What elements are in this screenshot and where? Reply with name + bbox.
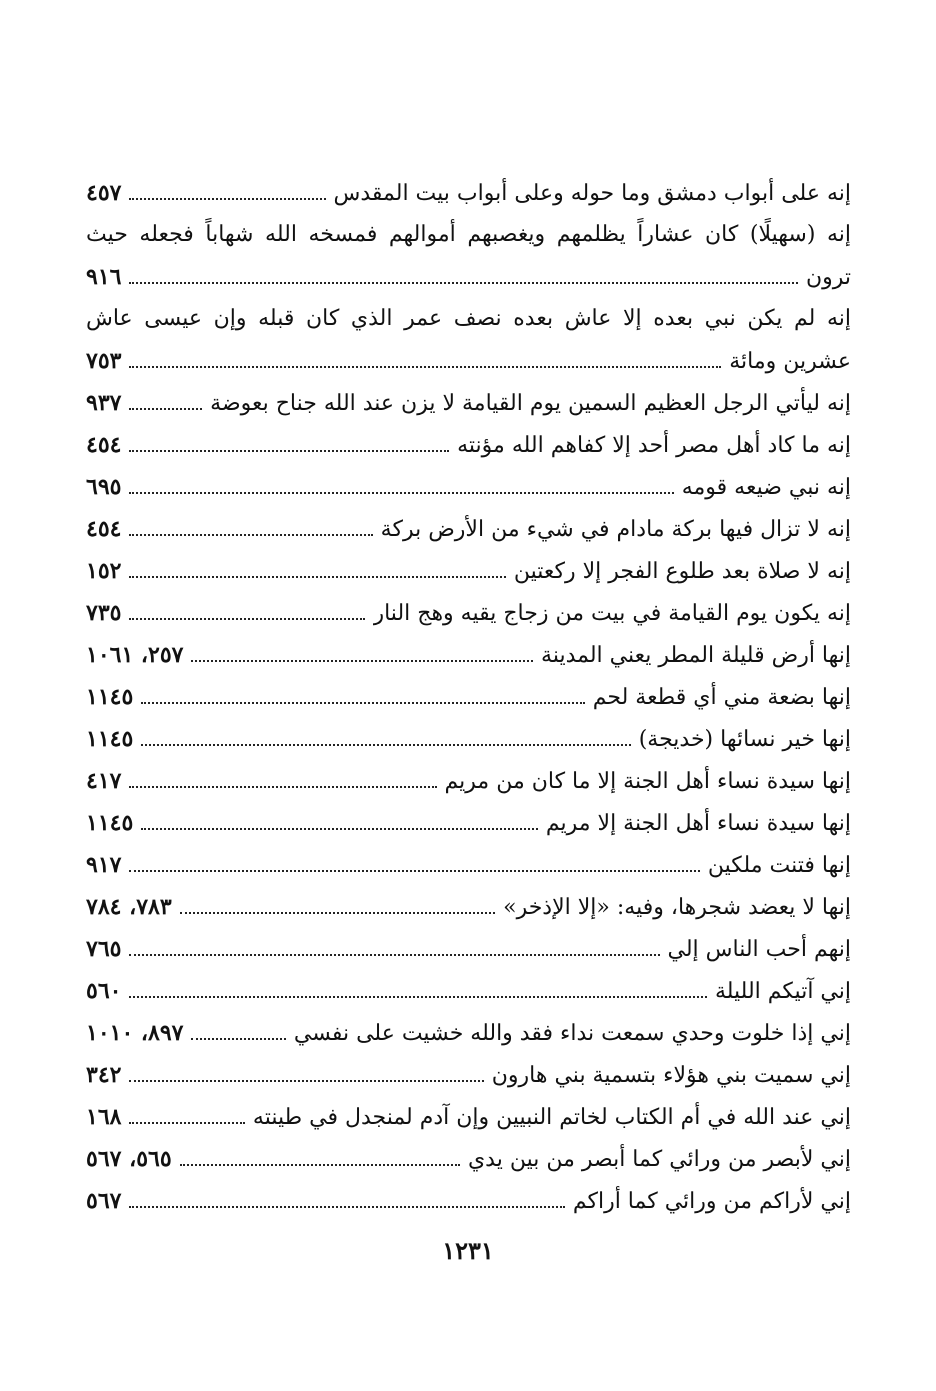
index-entry (86, 214, 851, 298)
leader-dots (141, 744, 630, 746)
leader-dots (129, 618, 365, 620)
entry-text: إني آتيكم الليلة (714, 979, 851, 1004)
entry-text: إنه نبي ضيعه قومه (681, 475, 851, 500)
index-entry (86, 298, 851, 382)
entry-pages: ٨٩٧، ١٠١٠ (86, 1020, 184, 1046)
entry-text: إنها سيدة نساء أهل الجنة إلا مريم (545, 811, 851, 836)
entry-line (86, 844, 851, 886)
index-entry (86, 886, 851, 928)
entry-line (86, 718, 851, 760)
index-entry (86, 844, 851, 886)
leader-dots (129, 576, 505, 578)
entry-pages: ٢٥٧، ١٠٦١ (86, 642, 184, 668)
entry-line (86, 802, 851, 844)
entry-text: إنها لا يعضد شجرها، وفيه: «إلا الإذخر» (503, 895, 851, 920)
entry-line (86, 172, 851, 214)
leader-dots (129, 954, 659, 956)
entry-line (86, 1180, 851, 1222)
leader-dots (180, 912, 495, 914)
leader-dots (129, 198, 325, 200)
index-entry (86, 1096, 851, 1138)
index-entry (86, 1138, 851, 1180)
entry-text: إني إذا خلوت وحدي سمعت نداء فقد والله خشيت على نفسي (293, 1021, 851, 1046)
entry-line (86, 340, 851, 382)
entry-pages: ١١٤٥ (86, 810, 134, 836)
index-entry (86, 970, 851, 1012)
entry-pages: ١١٤٥ (86, 726, 134, 752)
hadith-index-list (86, 172, 851, 1222)
entry-pages: ٥٦٧ (86, 1188, 122, 1214)
entry-line (86, 508, 851, 550)
entry-line (86, 424, 851, 466)
leader-dots (180, 1164, 460, 1166)
index-entry (86, 760, 851, 802)
entry-pages: ٩١٦ (86, 264, 122, 290)
leader-dots (129, 492, 673, 494)
entry-line (86, 550, 851, 592)
entry-pages: ١٥٢ (86, 558, 122, 584)
leader-dots (129, 1122, 244, 1124)
entry-text: إنها بضعة مني أي قطعة لحم (592, 685, 851, 710)
entry-line (86, 886, 851, 928)
leader-dots (129, 996, 707, 998)
index-entry (86, 802, 851, 844)
entry-pages: ٧٥٣ (86, 348, 122, 374)
page-number: ١٢٣١ (442, 1236, 494, 1265)
entry-text: إنها خير نسائها (خديجة) (638, 727, 851, 752)
leader-dots (191, 660, 533, 662)
entry-pages: ٤٥٤ (86, 516, 122, 542)
index-entry (86, 634, 851, 676)
index-entry (86, 1054, 851, 1096)
entry-line (86, 928, 851, 970)
leader-dots (129, 282, 798, 284)
entry-pages: ٤١٧ (86, 768, 122, 794)
entry-text: إنه لا تزال فيها بركة مادام في شيء من الأرض بركة (380, 517, 851, 542)
leader-dots (191, 1038, 285, 1040)
entry-line (86, 466, 851, 508)
entry-line (86, 634, 851, 676)
entry-pages: ٩٣٧ (86, 390, 122, 416)
entry-text: إني لأراكم من ورائي كما أراكم (572, 1189, 851, 1214)
entry-pages: ٩١٧ (86, 852, 122, 878)
index-entry (86, 424, 851, 466)
entry-text: إنها أرض قليلة المطر يعني المدينة (541, 643, 851, 668)
entry-text: إنه على أبواب دمشق وما حوله وعلى أبواب بيت المقدس (333, 181, 851, 206)
entry-pages: ٧٣٥ (86, 600, 122, 626)
leader-dots (129, 408, 202, 410)
entry-text: إنه لا صلاة بعد طلوع الفجر إلا ركعتين (513, 559, 851, 584)
index-entry (86, 508, 851, 550)
leader-dots (129, 534, 372, 536)
leader-dots (129, 870, 699, 872)
entry-pages: ٧٦٥ (86, 936, 122, 962)
leader-dots (141, 828, 538, 830)
entry-text: إنهم أحب الناس إلي (667, 937, 851, 962)
entry-line (86, 970, 851, 1012)
index-entry (86, 592, 851, 634)
entry-text: إني لأبصر من ورائي كما أبصر من بين يدي (467, 1147, 851, 1172)
entry-pages: ٤٥٤ (86, 432, 122, 458)
entry-text: عشرين ومائة (729, 349, 851, 374)
entry-line (86, 1138, 851, 1180)
entry-text: ترون (805, 265, 851, 290)
entry-pages: ٥٦٠ (86, 978, 122, 1004)
index-entry (86, 550, 851, 592)
entry-text: إني سميت بني هؤلاء بتسمية بني هارون (491, 1063, 851, 1088)
entry-text: إني عند الله في أم الكتاب لخاتم النبيين وإن آدم لمنجدل في طينته (252, 1105, 851, 1130)
entry-line (86, 676, 851, 718)
entry-pages: ٤٥٧ (86, 180, 122, 206)
entry-line (86, 1096, 851, 1138)
index-entry (86, 1180, 851, 1222)
index-entry (86, 172, 851, 214)
entry-line (86, 1054, 851, 1096)
entry-text: إنه ليأتي الرجل العظيم السمين يوم القيامة لا يزن عند الله جناح بعوضة (210, 391, 851, 416)
entry-pages: ٧٨٣، ٧٨٤ (86, 894, 172, 920)
leader-dots (129, 786, 436, 788)
entry-pages: ١١٤٥ (86, 684, 134, 710)
index-entry (86, 676, 851, 718)
entry-line (86, 382, 851, 424)
entry-line (86, 592, 851, 634)
entry-pages: ١٦٨ (86, 1104, 122, 1130)
leader-dots (129, 1206, 564, 1208)
entry-text: إنه يكون يوم القيامة في بيت من زجاج يقيه وهج النار (373, 601, 851, 626)
entry-line (86, 1012, 851, 1054)
leader-dots (141, 702, 584, 704)
index-entry (86, 382, 851, 424)
index-entry (86, 718, 851, 760)
entry-line (86, 256, 851, 298)
entry-text-first-line: إنه (سهيلًا) كان عشاراً يظلمهم ويغصبهم أموالهم فمسخه الله شهاباً فجعله حيث (86, 222, 851, 247)
leader-dots (129, 450, 449, 452)
index-entry (86, 928, 851, 970)
entry-pages: ٣٤٢ (86, 1062, 122, 1088)
entry-text: إنها فتنت ملكين (707, 853, 851, 878)
entry-pages: ٥٦٥، ٥٦٧ (86, 1146, 172, 1172)
leader-dots (129, 1080, 483, 1082)
entry-text: إنها سيدة نساء أهل الجنة إلا ما كان من مريم (444, 769, 851, 794)
entry-pages: ٦٩٥ (86, 474, 122, 500)
entry-text: إنه ما كاد أهل مصر أحد إلا كفاهم الله مؤنته (457, 433, 851, 458)
entry-line (86, 760, 851, 802)
index-entry (86, 1012, 851, 1054)
leader-dots (129, 366, 721, 368)
entry-text-first-line: إنه لم يكن نبي بعده إلا عاش بعده نصف عمر الذي كان قبله وإن عيسى عاش (86, 306, 851, 331)
index-entry (86, 466, 851, 508)
